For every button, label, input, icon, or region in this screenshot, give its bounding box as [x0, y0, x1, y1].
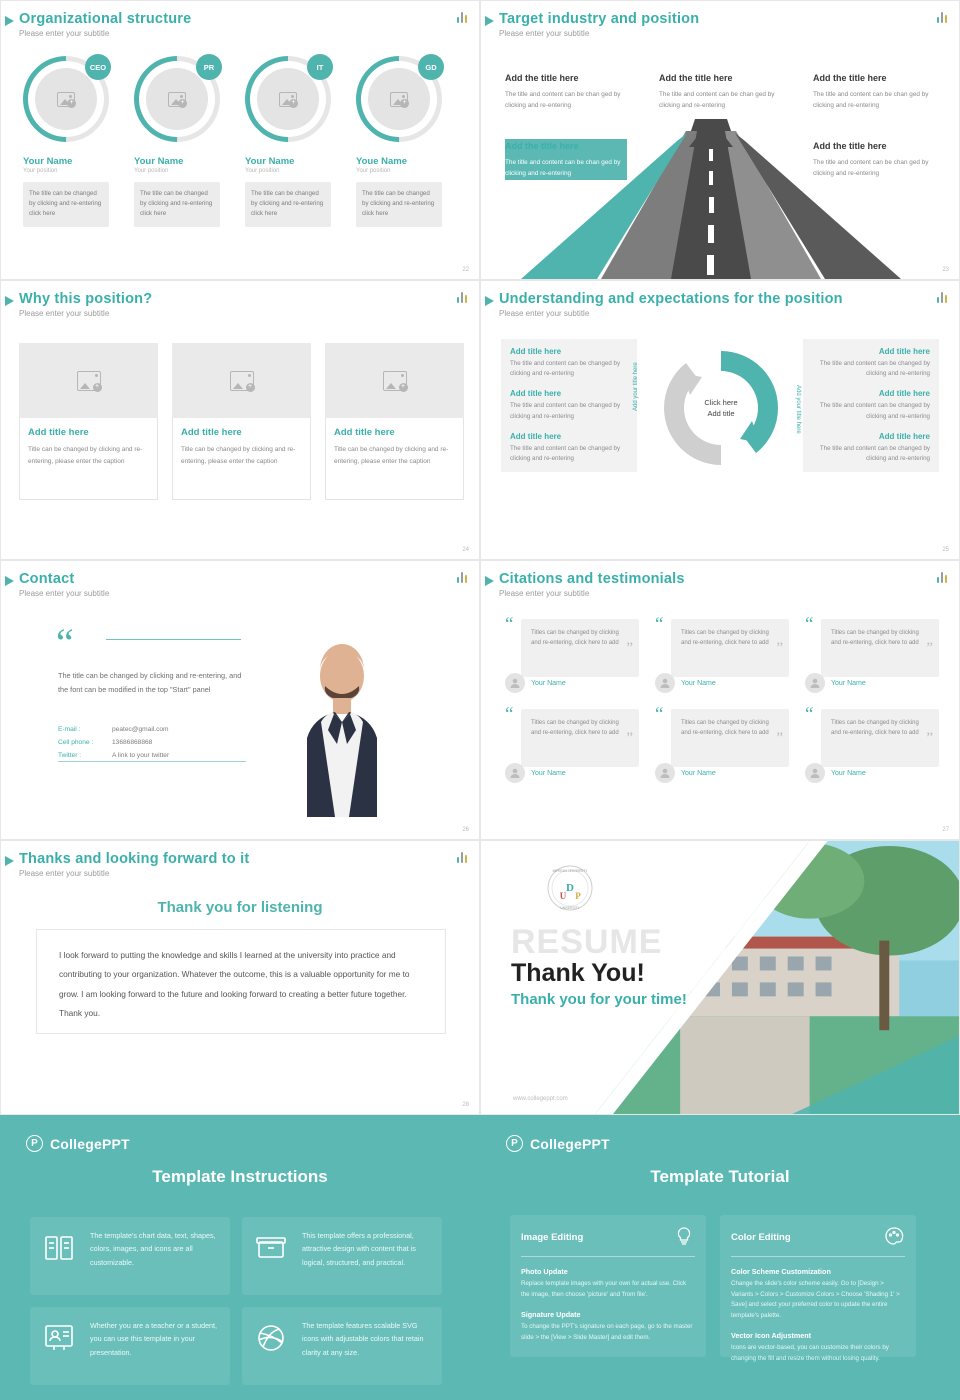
feature-text: The template's chart data, text, shapes, colors, images, and icons are all customizable.: [90, 1231, 216, 1267]
page-number: 25: [942, 547, 949, 553]
slide-title: Why this position?: [19, 291, 153, 307]
thank-you-subheading: Thank you for your time!: [511, 991, 687, 1008]
bars-logo-icon: [937, 11, 948, 23]
brand-mark-icon: P: [506, 1135, 523, 1152]
info-block: [812, 432, 930, 464]
image-icon: [168, 92, 186, 107]
features-grid: [30, 1217, 442, 1385]
card-title: Add title here: [28, 427, 89, 438]
item-title: Color Scheme Customization: [731, 1267, 831, 1276]
slide-contact: [0, 560, 480, 840]
panel-title: Template Tutorial: [650, 1167, 790, 1186]
testimonial-card[interactable]: [799, 613, 939, 695]
cycle-diagram: [656, 343, 786, 473]
item-text: Icons are vector-based, you can customize their colors by changing the fill and resize them without losing quality.: [731, 1344, 889, 1362]
slide-understanding-expectations: [480, 280, 960, 560]
item-text: Change the slide's color scheme easily. Go to [Design > Variants > Colors > Customize Colors > Choose 'Shading 1' > Save] and select your preferred color to update the entire template's palette.: [731, 1280, 900, 1319]
author-name: Your Name: [681, 769, 716, 777]
quote-open-icon: “: [505, 704, 514, 725]
testimonial-card[interactable]: [499, 613, 639, 695]
org-person[interactable]: [134, 56, 220, 227]
block-text: The title and content can be chan ged by clicking and re-entering: [813, 159, 929, 178]
block-text: The title and content can be changed by clicking and re-entering: [510, 402, 621, 420]
panel-title: Template Instructions: [152, 1167, 328, 1186]
slide-header: [19, 11, 191, 38]
brand-logo: [26, 1135, 130, 1152]
slide-thanks: [0, 840, 480, 1115]
center-line-1: Click here: [704, 397, 738, 407]
person-position: Your position: [356, 168, 391, 174]
panel-template-tutorial: [480, 1115, 960, 1400]
testimonial-box: [521, 709, 639, 767]
palette-icon: [883, 1225, 905, 1250]
avatar-icon: [655, 673, 675, 693]
testimonial-text: Titles can be changed by clicking and re-entering, click here to add: [831, 630, 919, 647]
person-note: The title can be changed by clicking and re-entering click here: [134, 182, 220, 227]
author-name: Your Name: [831, 769, 866, 777]
slide-header: [19, 571, 109, 598]
block-title: Add title here: [878, 347, 930, 356]
triangle-bullet-icon: [5, 296, 14, 306]
ring-label-left: Add your title here: [633, 362, 639, 411]
person-note: The title can be changed by clicking and re-entering click here: [356, 182, 442, 227]
quote-close-icon: ”: [776, 640, 783, 656]
svg-text:UNIVERSITY: UNIVERSITY: [560, 906, 580, 910]
left-blocks-panel: [501, 339, 637, 472]
right-blocks-panel: [803, 339, 939, 472]
item-title: Signature Update: [521, 1310, 581, 1320]
section-heading: Color Editing: [731, 1232, 791, 1243]
image-icon: [230, 371, 254, 391]
panel-template-instructions: [0, 1115, 480, 1400]
feature-item: [242, 1307, 442, 1385]
feature-text: The template features scalable SVG icons with adjustable colors that retain clarity at any size.: [302, 1321, 424, 1357]
row-label: Cell phone :: [58, 739, 94, 746]
block-title: Add title here: [510, 347, 562, 356]
feature-item: [242, 1217, 442, 1295]
triangle-bullet-icon: [485, 576, 494, 586]
thanks-body: I look forward to putting the knowledge and skills I learned at the university into practice and contributing to your organization. Whatever the outcome, this is a valuable opportunity for me to grow. I am looking forward to the future and looking forward to creating a better future together. Thank you.: [59, 950, 410, 1019]
testimonial-text: Titles can be changed by clicking and re-entering, click here to add: [531, 630, 619, 647]
slide-header: [19, 851, 249, 878]
slide-title: Target industry and position: [499, 11, 700, 27]
testimonial-box: [671, 619, 789, 677]
quote-open-icon: “: [805, 704, 814, 725]
author: [505, 673, 566, 693]
org-people-row: [23, 56, 442, 227]
brand-logo: [506, 1135, 610, 1152]
slide-citations: [480, 560, 960, 840]
block-text: The title and content can be changed by clicking and re-entering: [510, 360, 621, 378]
block-text: The title and content can be chan ged by clicking and re-entering: [505, 159, 621, 178]
brand-mark-icon: P: [26, 1135, 43, 1152]
thank-you-heading: Thank You!: [511, 959, 645, 987]
image-icon: [77, 371, 101, 391]
person-name: Your Name: [245, 156, 295, 167]
feature-text: Whether you are a teacher or a student, you can use this template in your presentation.: [90, 1321, 218, 1357]
page-number: 26: [462, 827, 469, 833]
section-header: [731, 1225, 905, 1257]
feature-item: [30, 1307, 230, 1385]
person-position: Your position: [23, 168, 58, 174]
slide-title: Understanding and expectations for the position: [499, 291, 843, 307]
divider: [106, 639, 241, 640]
role-badge: CEO: [85, 54, 111, 80]
add-icon: +: [400, 99, 409, 108]
info-block: [812, 389, 930, 421]
row-value: 13686868868: [112, 739, 153, 746]
avatar-icon: [805, 673, 825, 693]
section-header: [521, 1225, 695, 1257]
why-card-body: [19, 418, 158, 500]
target-block-2: [659, 71, 781, 112]
image-icon: [57, 92, 75, 107]
basketball-icon: [252, 1319, 290, 1357]
bulb-icon: [673, 1225, 695, 1250]
why-card[interactable]: [172, 343, 311, 500]
person-name: Youe Name: [356, 156, 408, 167]
slide-header: [19, 291, 152, 318]
slide-subtitle: Please enter your subtitle: [19, 29, 110, 38]
author-name: Your Name: [831, 679, 866, 687]
block-title: Add the title here: [505, 73, 579, 83]
testimonial-card[interactable]: [499, 703, 639, 785]
photo-placeholder[interactable]: [35, 68, 97, 130]
page-number: 27: [942, 827, 949, 833]
slide-header: [499, 11, 699, 38]
person-name: Your Name: [23, 156, 73, 167]
svg-text:IMPERIAL UNIVERSITY: IMPERIAL UNIVERSITY: [552, 869, 588, 873]
tutorial-section-image-editing: [510, 1215, 706, 1357]
slide-why-this-position: [0, 280, 480, 560]
testimonial-card[interactable]: [649, 703, 789, 785]
page-number: 22: [462, 267, 469, 273]
role-badge: IT: [307, 54, 333, 80]
testimonial-text: Titles can be changed by clicking and re-entering, click here to add: [831, 720, 919, 737]
org-person[interactable]: [23, 56, 109, 227]
add-icon: +: [67, 99, 76, 108]
bars-logo-icon: [937, 571, 948, 583]
slide-subtitle: Please enter your subtitle: [19, 869, 110, 878]
photo-placeholder[interactable]: [257, 68, 319, 130]
bars-logo-icon: [457, 851, 468, 863]
slide-title: Contact: [19, 571, 75, 587]
person-note: The title can be changed by clicking and re-entering click here: [245, 182, 331, 227]
avatar-icon: [655, 763, 675, 783]
triangle-bullet-icon: [5, 576, 14, 586]
slide-subtitle: Please enter your subtitle: [499, 29, 590, 38]
author: [505, 763, 566, 783]
slide-organizational-structure: [0, 0, 480, 280]
photo-placeholder[interactable]: [172, 343, 311, 418]
author-name: Your Name: [531, 679, 566, 687]
avatar-icon: [505, 763, 525, 783]
triangle-bullet-icon: [485, 296, 494, 306]
center-line-2: Add title: [707, 409, 735, 418]
slide-target-industry: [480, 0, 960, 280]
row-label: E-mail :: [58, 726, 81, 733]
ring-label-right: Add your title here: [795, 385, 801, 434]
add-icon: +: [399, 383, 408, 392]
divider: [58, 761, 246, 762]
card-text: Title can be changed by clicking and re-entering, please enter the caption: [28, 446, 143, 466]
add-icon: +: [246, 383, 255, 392]
item-title: Photo Update: [521, 1267, 568, 1276]
brand-name: CollegePPT: [50, 1135, 130, 1152]
tutorial-section-color-editing: [720, 1215, 916, 1362]
why-card[interactable]: [325, 343, 464, 500]
contact-row: [58, 726, 246, 733]
avatar-icon: [805, 763, 825, 783]
testimonial-card[interactable]: [799, 703, 939, 785]
brand-name: CollegePPT: [530, 1135, 610, 1152]
block-title: Add title here: [510, 389, 562, 399]
block-title: Add title here: [510, 431, 562, 441]
role-badge: GD: [418, 54, 444, 80]
bars-logo-icon: [937, 291, 948, 303]
row-value: peatec@gmail.com: [112, 726, 169, 733]
block-text: The title and content can be changed by clicking and re-entering: [819, 444, 930, 463]
avatar: [245, 56, 331, 142]
testimonial-card[interactable]: [649, 613, 789, 695]
testimonial-box: [521, 619, 639, 677]
org-person[interactable]: [356, 56, 442, 227]
quote-open-icon: “: [655, 614, 664, 635]
author: [655, 673, 716, 693]
avatar: [134, 56, 220, 142]
info-block: [510, 347, 628, 379]
author-name: Your Name: [681, 679, 716, 687]
info-block: [510, 432, 628, 464]
photo-placeholder[interactable]: [146, 68, 208, 130]
avatar-icon: [505, 673, 525, 693]
info-block: [812, 347, 930, 379]
block-title: Add title here: [878, 431, 930, 441]
book-icon: [40, 1229, 78, 1267]
tutorial-grid: [510, 1215, 916, 1362]
quote-close-icon: ”: [626, 640, 633, 656]
testimonial-box: [671, 709, 789, 767]
target-block-1: [505, 71, 627, 112]
item-title: Vector Icon Adjustment: [731, 1331, 812, 1341]
person-note: The title can be changed by clicking and re-entering click here: [23, 182, 109, 227]
testimonial-box: [821, 619, 939, 677]
block-text: The title and content can be chan ged by clicking and re-entering: [659, 91, 775, 110]
row-value: A link to your twitter: [112, 752, 170, 759]
triangle-bullet-icon: [5, 856, 14, 866]
testimonial-text: Titles can be changed by clicking and re-entering, click here to add: [681, 720, 769, 737]
row-label: Twitter :: [58, 752, 82, 759]
block-title: Add title here: [878, 389, 930, 399]
section-heading: Image Editing: [521, 1232, 584, 1243]
bars-logo-icon: [457, 571, 468, 583]
photo-placeholder[interactable]: [325, 343, 464, 418]
university-crest-icon: [541, 863, 599, 913]
svg-text:P: P: [575, 891, 581, 901]
add-icon: +: [178, 99, 187, 108]
block-text: The title and content can be changed by clicking and re-entering: [510, 444, 621, 463]
feature-text: This template offers a professional, attractive design with content that is logical, structured, and practical.: [302, 1231, 416, 1267]
contact-row: [58, 752, 246, 759]
contact-rows: [58, 726, 246, 765]
box-icon: [252, 1229, 290, 1267]
triangle-bullet-icon: [5, 16, 14, 26]
slide-header: [499, 291, 843, 318]
slide-subtitle: Please enter your subtitle: [19, 309, 110, 318]
thanks-textbox: [36, 929, 446, 1034]
feature-item: [30, 1217, 230, 1295]
quote-open-icon: “: [655, 704, 664, 725]
slide-resume-thank-you: [480, 840, 960, 1115]
block-text: The title and content can be chan ged by clicking and re-entering: [813, 91, 929, 110]
page-number: 24: [462, 547, 469, 553]
person-position: Your position: [245, 168, 280, 174]
item-text: Replace template images with your own for actual use. Click the image, then choose 'picture' and 'from file'.: [521, 1280, 687, 1298]
thanks-heading: Thank you for listening: [157, 899, 323, 916]
block-text: The title and content can be changed by clicking and re-entering: [819, 360, 930, 378]
avatar: [356, 56, 442, 142]
testimonial-text: Titles can be changed by clicking and re-entering, click here to add: [681, 630, 769, 647]
photo-placeholder[interactable]: [19, 343, 158, 418]
slide-subtitle: Please enter your subtitle: [499, 589, 590, 598]
center-label[interactable]: [691, 378, 751, 438]
add-icon: +: [93, 383, 102, 392]
contact-row: [58, 739, 246, 746]
block-text: The title and content can be chan ged by clicking and re-entering: [505, 91, 621, 110]
quote-open-icon: “: [805, 614, 814, 635]
slide-header: [499, 571, 685, 598]
card-title: Add title here: [181, 427, 242, 438]
svg-text:U: U: [559, 891, 567, 901]
resume-watermark: RESUME: [511, 923, 663, 961]
quote-icon: “: [56, 620, 74, 665]
org-person[interactable]: [245, 56, 331, 227]
avatar: [23, 56, 109, 142]
person-photo: [267, 642, 417, 817]
photo-placeholder[interactable]: [368, 68, 430, 130]
person-name: Your Name: [134, 156, 184, 167]
bars-logo-icon: [457, 291, 468, 303]
teacher-icon: [40, 1319, 78, 1357]
slide-title: Organizational structure: [19, 11, 192, 27]
target-block-4: [505, 139, 627, 180]
card-title: Add title here: [334, 427, 395, 438]
quote-open-icon: “: [505, 614, 514, 635]
info-block: [510, 389, 628, 421]
svg-text:D: D: [566, 882, 574, 894]
why-card-body: [325, 418, 464, 500]
slide-subtitle: Please enter your subtitle: [499, 309, 590, 318]
testimonial-text: Titles can be changed by clicking and re-entering, click here to add: [531, 720, 619, 737]
author: [655, 763, 716, 783]
quote-close-icon: ”: [926, 640, 933, 656]
block-title: Add the title here: [813, 73, 887, 83]
item-text: To change the PPT's signature on each page, go to the master slide > the [View > Slide Master] and edit them.: [521, 1323, 693, 1341]
triangle-bullet-icon: [485, 16, 494, 26]
testimonial-box: [821, 709, 939, 767]
block-title: Add the title here: [659, 73, 733, 83]
block-text: The title and content can be changed by clicking and re-entering: [819, 402, 930, 420]
site-url: www.collegeppt.com: [513, 1096, 568, 1102]
quote-close-icon: ”: [926, 730, 933, 746]
page-number: 28: [462, 1102, 469, 1108]
author: [805, 763, 866, 783]
slide-title: Citations and testimonials: [499, 571, 685, 587]
role-badge: PR: [196, 54, 222, 80]
author-name: Your Name: [531, 769, 566, 777]
card-text: Title can be changed by clicking and re-entering, please enter the caption: [181, 446, 296, 466]
why-cards-row: [19, 343, 464, 500]
block-title: Add the title here: [813, 141, 887, 151]
slide-subtitle: Please enter your subtitle: [19, 589, 110, 598]
target-block-3: [813, 71, 935, 112]
page-number: 23: [942, 267, 949, 273]
image-icon: [383, 371, 407, 391]
why-card[interactable]: [19, 343, 158, 500]
target-block-5: [813, 139, 935, 180]
image-icon: [279, 92, 297, 107]
why-card-body: [172, 418, 311, 500]
contact-body: The title can be changed by clicking and re-entering, and the font can be modified in the top "Start" panel: [58, 671, 242, 695]
citations-grid: [499, 613, 939, 785]
image-icon: [390, 92, 408, 107]
person-position: Your position: [134, 168, 169, 174]
slide-title: Thanks and looking forward to it: [19, 851, 250, 867]
card-text: Title can be changed by clicking and re-entering, please enter the caption: [334, 446, 449, 466]
quote-close-icon: ”: [626, 730, 633, 746]
quote-close-icon: ”: [776, 730, 783, 746]
block-title: Add the title here: [505, 141, 579, 151]
bars-logo-icon: [457, 11, 468, 23]
add-icon: +: [289, 99, 298, 108]
author: [805, 673, 866, 693]
